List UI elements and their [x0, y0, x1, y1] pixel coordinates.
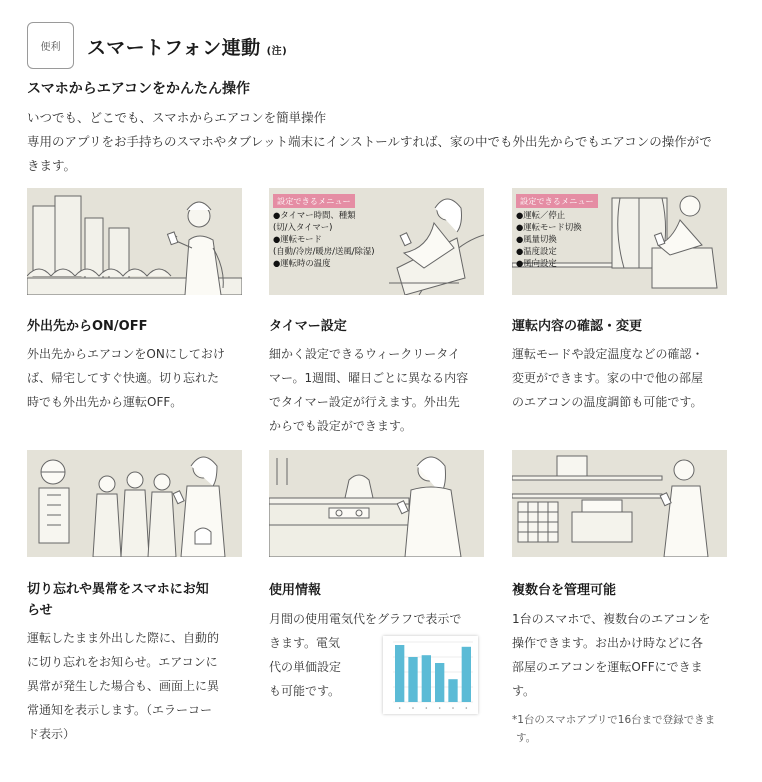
menu-tag: 設定できるメニュー — [516, 194, 598, 208]
card-line: 1台のスマホで、複数台のエアコンを — [512, 612, 711, 626]
chart-bar — [462, 647, 471, 702]
card-title-multi: 複数台を管理可能 — [512, 583, 617, 598]
chart-tick-mark — [412, 707, 414, 709]
footnote-line: す。 — [516, 732, 537, 744]
card-title-line: 切り忘れや異常をスマホにお知 — [27, 582, 209, 597]
card-body-status — [512, 342, 737, 414]
card-line: 変更ができます。家の中で他の部屋 — [512, 371, 704, 385]
footnote-line: *1台のスマホアプリで16台まで登録できま — [512, 714, 716, 726]
illustration-multi-room — [512, 450, 727, 557]
card-line: に切り忘れをお知らせ。エアコンに — [27, 655, 218, 669]
card-line: 操作できます。お出かけ時などに各 — [512, 636, 704, 650]
illustration-kitchen-usage — [269, 450, 484, 557]
chart-bar — [422, 655, 431, 702]
chart-bar — [408, 657, 417, 702]
card-title-status: 運転内容の確認・変更 — [512, 319, 643, 334]
card-title-notify — [27, 579, 252, 621]
usage-chart-svg — [383, 636, 478, 714]
card-line: 部屋のエアコンを運転OFFにできま — [512, 660, 703, 674]
card-line: からでも設定ができます。 — [269, 419, 412, 433]
page-title — [87, 33, 287, 60]
menu-item: (切/入タイマー) — [273, 222, 333, 232]
chart-tick-mark — [399, 707, 401, 709]
card-line: のエアコンの温度調節も可能です。 — [512, 395, 703, 409]
card-body-multi — [512, 607, 737, 703]
menu-tag: 設定できるメニュー — [273, 194, 355, 208]
page-title-text: スマートフォン連動 — [87, 37, 261, 59]
card-body-timer — [269, 342, 494, 438]
intro-text — [27, 106, 737, 178]
card-line: 常通知を表示します。（エラーコー — [27, 703, 213, 717]
card-line: 異常が発生した場合も、画面上に異 — [27, 679, 220, 693]
illustration-outdoor-phone — [27, 188, 242, 295]
menu-item: ●運転／停止 — [516, 210, 566, 220]
card-body-remote-onoff — [27, 342, 247, 414]
chart-tick-mark — [426, 707, 428, 709]
card-line: ば、帰宅してすぐ快適。切り忘れた — [27, 371, 220, 385]
menu-item: ●運転時の温度 — [273, 258, 331, 268]
footnote-registration-limit — [512, 711, 732, 747]
illustration-crowd-notify — [27, 450, 242, 557]
menu-item: ●風量切換 — [516, 234, 557, 244]
badge-label: 便利 — [40, 42, 61, 53]
intro-line: きます。 — [27, 158, 77, 173]
menu-item: ●運転モード切換 — [516, 222, 582, 232]
operation-menu-box — [516, 194, 598, 269]
convenience-badge — [27, 22, 74, 69]
menu-item: ●温度設定 — [516, 246, 557, 256]
card-title-usage: 使用情報 — [269, 583, 322, 598]
card-line: ド表示） — [27, 727, 76, 741]
menu-item: ●風向設定 — [516, 258, 557, 268]
card-line: でタイマー設定が行えます。外出先 — [269, 395, 460, 409]
card-line: きます。電気 — [269, 636, 341, 650]
card-line: 運転したまま外出した際に、自動的 — [27, 631, 220, 645]
card-line: 代の単価設定 — [269, 660, 342, 674]
card-line: 細かく設定できるウィークリータイ — [269, 347, 461, 361]
card-title-remote-onoff: 外出先からON/OFF — [27, 319, 148, 334]
card-line: も可能です。 — [269, 684, 341, 698]
card-line: マー。1週間、曜日ごとに異なる内容 — [269, 371, 469, 385]
card-title-line: らせ — [27, 603, 53, 618]
timer-menu-box — [273, 194, 375, 269]
card-line: す。 — [512, 684, 536, 698]
card-line: 時でも外出先から運転OFF。 — [27, 395, 183, 409]
card-line: 月間の使用電気代をグラフで表示で — [269, 612, 462, 626]
illustration-timer-chair — [269, 188, 484, 295]
section-subtitle: スマホからエアコンをかんたん操作 — [27, 81, 251, 97]
menu-item: ●運転モード — [273, 234, 322, 244]
card-line: 外出先からエアコンをONにしておけ — [27, 347, 225, 361]
card-body-notify — [27, 626, 252, 746]
usage-bar-chart — [383, 636, 478, 714]
intro-line: 専用のアプリをお手持ちのスマホやタブレット端末にインストールすれば、家の中でも外出先からでもエアコンの操作がで — [27, 134, 712, 149]
chart-bar — [395, 645, 404, 702]
menu-item: (自動/冷房/暖房/送風/除湿) — [273, 246, 375, 256]
chart-bar — [435, 663, 444, 702]
intro-line: いつでも、どこでも、スマホからエアコンを簡単操作 — [27, 110, 327, 125]
card-line: 運転モードや設定温度などの確認・ — [512, 347, 704, 361]
title-note: (注) — [266, 46, 288, 57]
chart-tick-mark — [439, 707, 441, 709]
menu-item: ●タイマー時間、種類 — [273, 210, 356, 220]
card-title-timer: タイマー設定 — [269, 319, 347, 334]
illustration-indoor-sofa — [512, 188, 727, 295]
chart-tick-mark — [466, 707, 468, 709]
chart-tick-mark — [452, 707, 454, 709]
chart-bar — [448, 679, 457, 702]
